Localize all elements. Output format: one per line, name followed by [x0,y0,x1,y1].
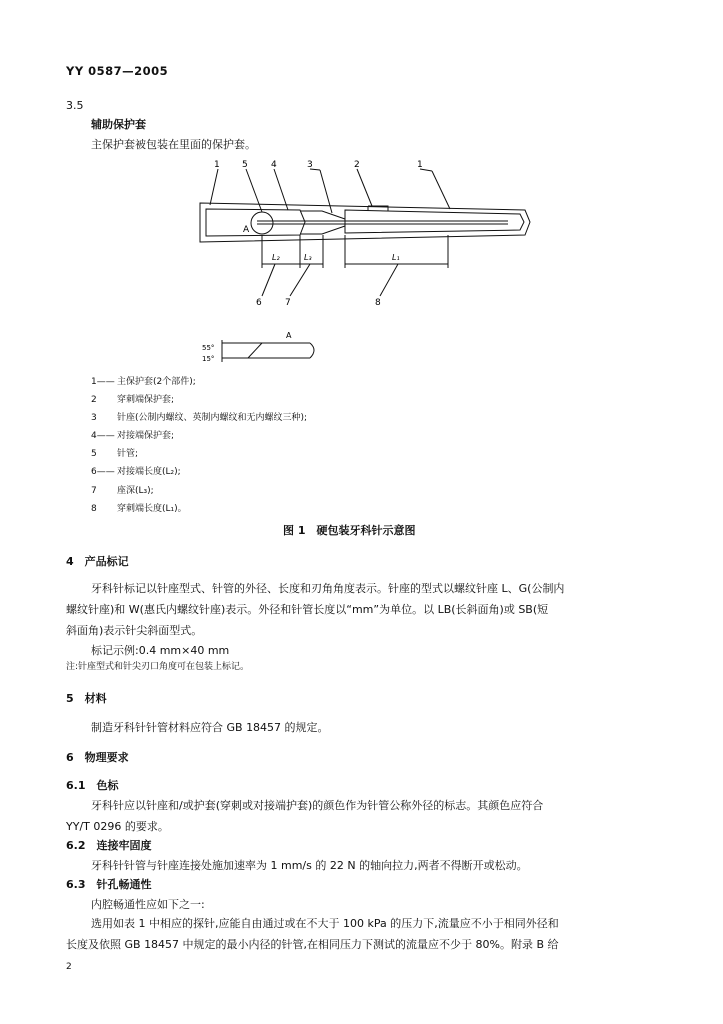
section-4-line-1: 牙科针标记以针座型式、针管的外径、长度和刃角角度表示。针座的型式以螺纹针座 L、G(公制内 [91,582,565,595]
legend-text-4: 对接端保护套; [117,431,175,441]
legend-num-8: 8 [91,504,97,514]
callout-1-left: 1 [214,160,220,170]
callout-7: 7 [285,298,291,308]
section-6-3-title: 6.3 针孔畅通性 [66,878,152,891]
dim-l3: L₃ [304,253,312,262]
section-4-title: 4 产品标记 [66,555,129,568]
section-6-title: 6 物理要求 [66,751,129,764]
callout-3: 3 [307,160,313,170]
section-6-1-line-1: 牙科针应以针座和/或护套(穿刺或对接端护套)的颜色作为针管公称外径的标志。其颜色应符合 [91,799,544,812]
legend-num-6: 6—— [91,467,115,477]
section-6-3-line-2: 长度及依照 GB 18457 中规定的最小内径的针管,在相同压力下测试的流量应不少于 80%。附录 B 给 [66,938,559,951]
section-6-3-line-1: 选用如表 1 中相应的探针,应能自由通过或在不大于 100 kPa 的压力下,流量应不小于相同外径和 [91,917,559,930]
legend-text-1: 主保护套(2个部件); [117,377,196,387]
legend-num-7: 7 [91,486,97,496]
section-3-5-number: 3.5 [66,99,84,112]
page-number: 2 [66,962,72,972]
callout-5: 5 [242,160,248,170]
legend-num-5: 5 [91,449,97,459]
legend-text-5: 针管; [117,449,139,459]
legend-num-3: 3 [91,413,97,423]
legend-text-3: 针座(公制内螺纹、英制内螺纹和无内螺纹三种); [117,413,308,423]
needle-diagram [0,0,723,380]
callout-1-right: 1 [417,160,423,170]
legend-num-2: 2 [91,395,97,405]
section-4-line-2: 螺纹针座)和 W(惠氏内螺纹针座)表示。外径和针管长度以“mm”为单位。以 LB(长斜面角)或 SB(短 [66,603,549,616]
legend-text-7: 座深(L₃); [117,486,154,496]
section-5-title: 5 材料 [66,692,107,705]
legend-num-1: 1—— [91,377,115,387]
section-3-5-definition: 主保护套被包装在里面的保护套。 [91,138,256,151]
section-6-2-title: 6.2 连接牢固度 [66,839,152,852]
detail-a-label: A [286,331,292,340]
legend-text-2: 穿刺端保护套; [117,395,175,405]
angle-15: 15° [202,355,215,363]
section-6-2-text: 牙科针针管与针座连接处施加速率为 1 mm/s 的 22 N 的轴向拉力,两者不得断开或松动。 [91,859,528,872]
callout-2: 2 [354,160,360,170]
callout-4: 4 [271,160,277,170]
section-6-1-line-2: YY/T 0296 的要求。 [66,820,169,833]
point-a-label: A [243,225,250,235]
section-4-line-3: 斜面角)表示针尖斜面型式。 [66,624,203,637]
callout-6: 6 [256,298,262,308]
dim-l1: L₁ [392,253,400,262]
marking-example: 标记示例:0.4 mm×40 mm [91,644,230,657]
section-6-1-title: 6.1 色标 [66,779,119,792]
callout-8: 8 [375,298,381,308]
angle-55: 55° [202,344,215,352]
legend-num-4: 4—— [91,431,115,441]
section-4-note: 注:针座型式和针尖刃口角度可在包装上标记。 [66,662,250,672]
page-header: YY 0587—2005 [66,64,169,78]
section-3-5-title: 辅助保护套 [91,118,146,131]
section-5-text: 制造牙科针针管材料应符合 GB 18457 的规定。 [91,721,329,734]
section-6-3-intro: 内腔畅通性应如下之一: [91,898,205,911]
dim-l2: L₂ [272,253,280,262]
figure-caption: 图 1 硬包装牙科针示意图 [283,524,416,537]
legend-text-8: 穿刺端长度(L₁)。 [117,504,187,514]
legend-text-6: 对接端长度(L₂); [117,467,181,477]
